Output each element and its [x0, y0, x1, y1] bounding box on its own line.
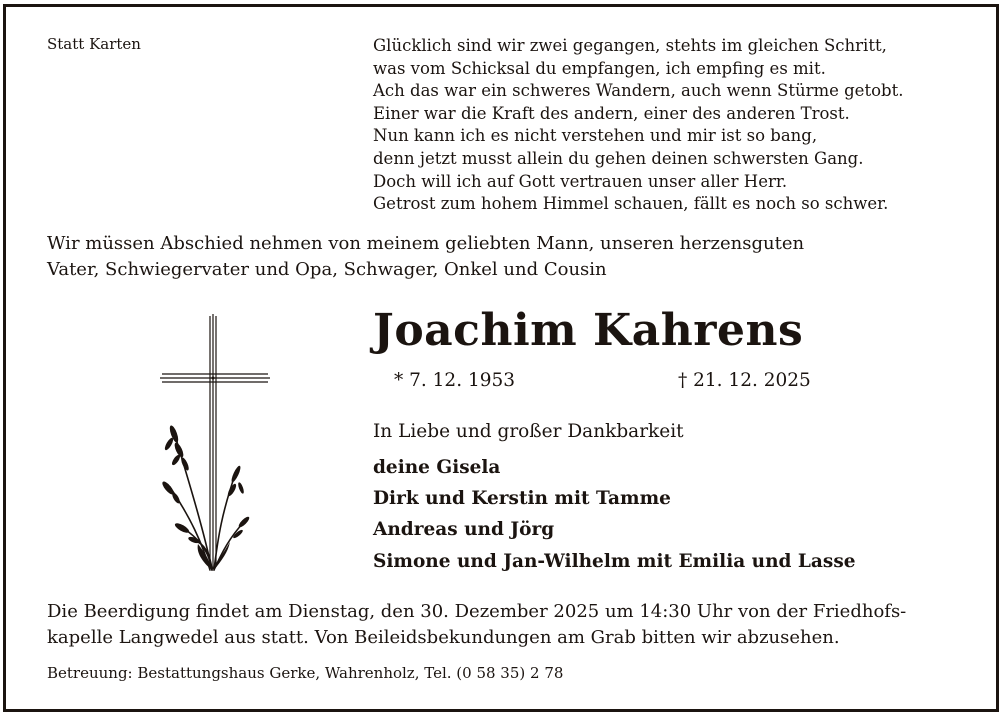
funeral-line: kapelle Langwedel aus statt. Von Beileidsbekundungen am Grab bitten wir abzusehen.: [47, 627, 840, 648]
poem: [373, 35, 903, 216]
cross-with-grass-icon: [152, 312, 282, 577]
intro-line: Wir müssen Abschied nehmen von meinem geliebten Mann, unseren herzensguten: [47, 233, 805, 254]
poem-line: denn jetzt musst allein du gehen deinen schwersten Gang.: [373, 148, 864, 168]
care-info: Betreuung: Bestattungshaus Gerke, Wahrenholz, Tel. (0 58 35) 2 78: [47, 664, 564, 682]
deceased-name: Joachim Kahrens: [373, 305, 804, 356]
funeral-notice: [47, 599, 906, 651]
funeral-line: Die Beerdigung findet am Dienstag, den 30. Dezember 2025 um 14:30 Uhr von der Friedhofs-: [47, 601, 907, 622]
poem-line: Getrost zum hohem Himmel schauen, fällt es noch so schwer.: [373, 194, 889, 214]
poem-line: Einer war die Kraft des andern, einer des anderen Trost.: [373, 103, 850, 123]
statt-karten-label: Statt Karten: [47, 35, 141, 53]
mourners-list: [373, 452, 856, 577]
poem-line: Glücklich sind wir zwei gegangen, stehts im gleichen Schritt,: [373, 36, 887, 55]
mourner-name: Andreas und Jörg: [373, 519, 555, 541]
poem-line: Doch will ich auf Gott vertrauen unser aller Herr.: [373, 171, 788, 191]
death-date: † 21. 12. 2025: [678, 370, 811, 391]
intro-text: [47, 231, 804, 283]
intro-line: Vater, Schwiegervater und Opa, Schwager, Onkel und Cousin: [47, 259, 607, 280]
mourner-name: Simone und Jan-Wilhelm mit Emilia und Lasse: [373, 550, 856, 572]
poem-line: Ach das war ein schweres Wandern, auch wenn Stürme getobt.: [373, 81, 904, 101]
gratitude-line: In Liebe und großer Dankbarkeit: [373, 421, 684, 442]
mourner-name: Dirk und Kerstin mit Tamme: [373, 488, 671, 510]
poem-line: was vom Schicksal du empfangen, ich empfing es mit.: [373, 58, 826, 78]
mourner-name: deine Gisela: [373, 457, 501, 478]
birth-date: * 7. 12. 1953: [394, 370, 516, 391]
poem-line: Nun kann ich es nicht verstehen und mir ist so bang,: [373, 126, 818, 146]
